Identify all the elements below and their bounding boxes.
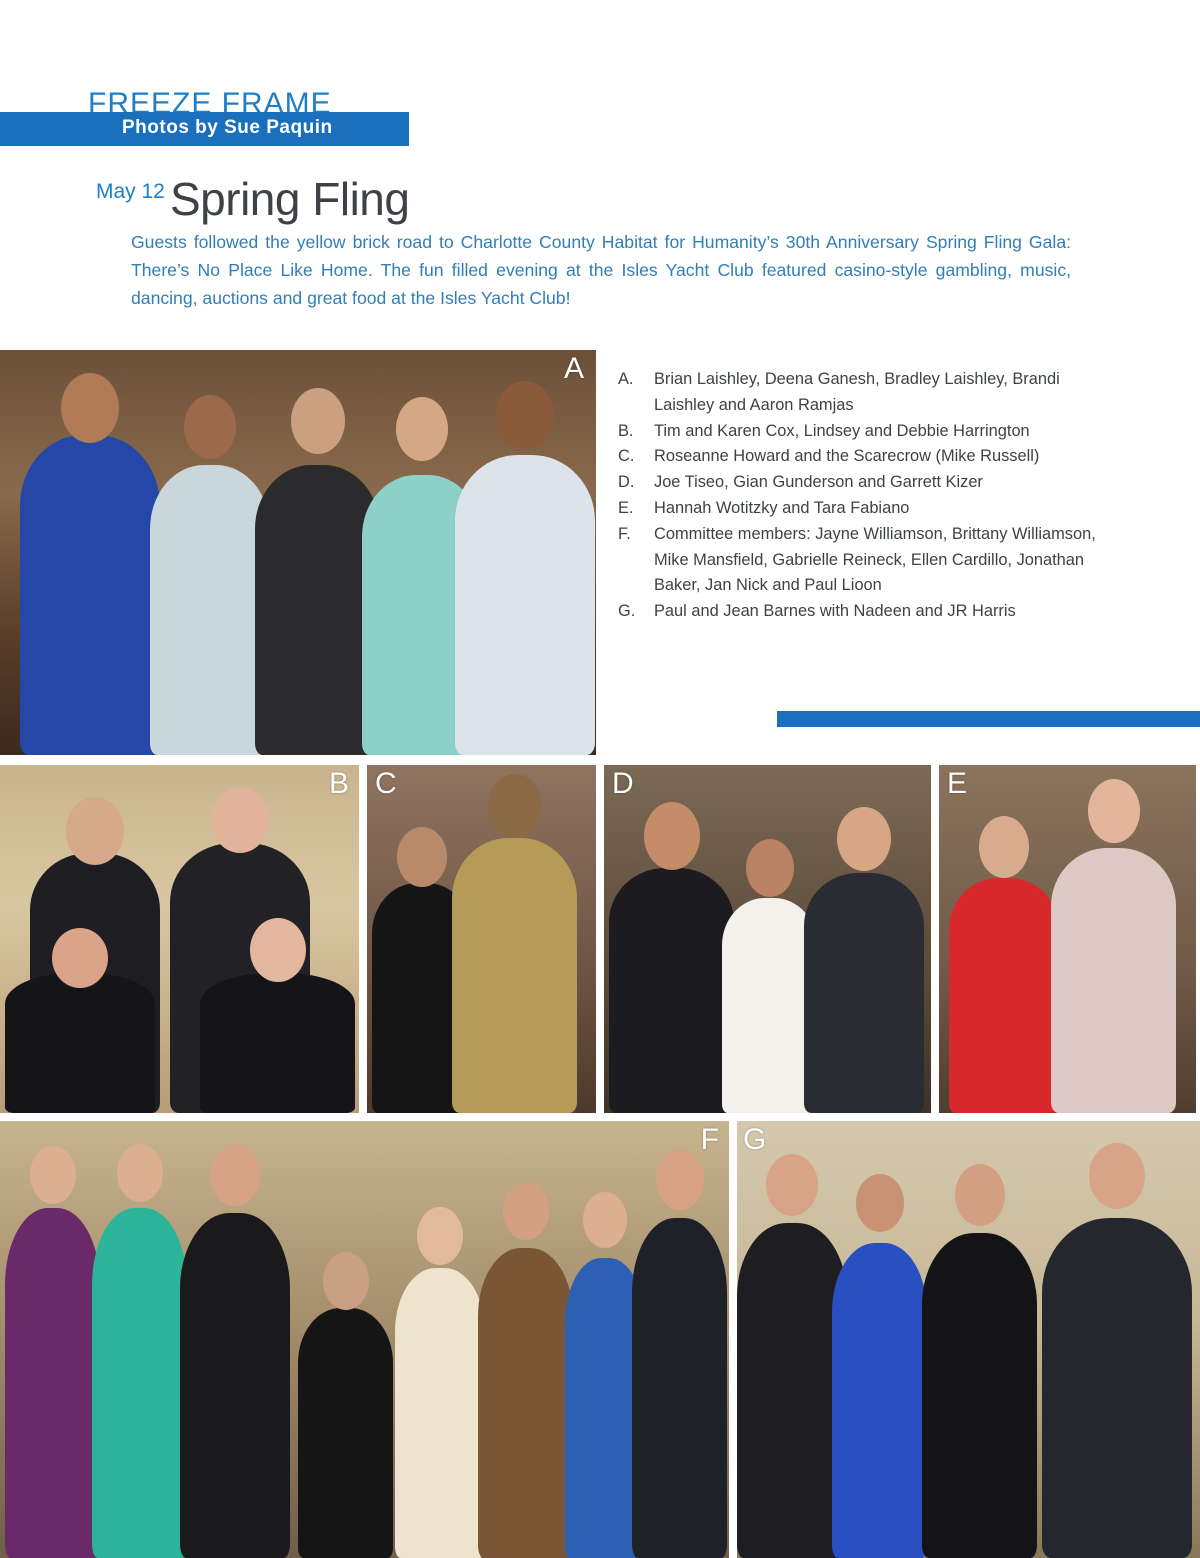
- photo-a: [0, 350, 596, 755]
- photo-c: [367, 765, 596, 1113]
- photo-g: [737, 1121, 1200, 1558]
- caption-text: Brian Laishley, Deena Ganesh, Bradley Laishley, Brandi Laishley and Aaron Ramjas: [654, 370, 1060, 414]
- photo-e: [939, 765, 1196, 1113]
- caption-item: [618, 599, 1108, 625]
- caption-text: Joe Tiseo, Gian Gunderson and Garrett Kizer: [654, 473, 983, 492]
- photo-letter: A: [563, 352, 584, 385]
- photo-b-person: [200, 918, 355, 1113]
- photo-a-person: [20, 365, 160, 755]
- caption-letter: F.: [618, 524, 631, 543]
- photo-e-person: [949, 808, 1059, 1113]
- photo-a-person: [150, 385, 270, 755]
- caption-text: Tim and Karen Cox, Lindsey and Debbie Harrington: [654, 421, 1030, 440]
- photo-d-person: [804, 803, 924, 1113]
- event-intro: Guests followed the yellow brick road to Charlotte County Habitat for Humanity’s 30th Anniversary Spring Fling Gala: There’s No Place Like Home. The fun filled evening at the Isles Yacht Club featured casino-style gambling, music, dancing, auctions and great food at the Isles Yacht Club!: [131, 232, 1071, 308]
- photo-f-person: [5, 1138, 100, 1558]
- photo-g-person: [832, 1168, 927, 1558]
- photo-b: [0, 765, 359, 1113]
- photo-e-person: [1051, 773, 1176, 1113]
- caption-text: Hannah Wotitzky and Tara Fabiano: [654, 498, 910, 517]
- caption-letter: C.: [618, 447, 635, 466]
- caption-list: [618, 367, 1108, 625]
- photo-f-person: [92, 1138, 187, 1558]
- photo-letter: F: [700, 1123, 719, 1156]
- photo-letter: G: [743, 1123, 767, 1156]
- photo-f: [0, 1121, 729, 1558]
- photo-g-person: [737, 1148, 847, 1558]
- caption-letter: G.: [618, 602, 636, 621]
- event-date: May 12: [96, 180, 165, 203]
- caption-text: Committee members: Jayne Williamson, Brittany Williamson, Mike Mansfield, Gabrielle Reineck, Ellen Cardillo, Jonathan Baker, Jan Nick and Paul Lioon: [654, 524, 1096, 595]
- photo-letter: C: [375, 767, 397, 800]
- photo-d: [604, 765, 931, 1113]
- caption-letter: E.: [618, 498, 634, 517]
- caption-letter: D.: [618, 473, 635, 492]
- photo-c-person: [452, 768, 577, 1113]
- event-title: Spring Fling: [170, 173, 410, 225]
- photo-letter: B: [328, 767, 349, 800]
- photo-d-person: [722, 833, 817, 1113]
- photo-f-person: [298, 1248, 393, 1558]
- photo-b-person: [5, 928, 155, 1113]
- photo-d-person: [609, 798, 734, 1113]
- photo-g-person: [922, 1158, 1037, 1558]
- photo-letter: E: [947, 767, 968, 800]
- caption-item: [618, 419, 1108, 445]
- section-title: FREEZE FRAME: [88, 87, 332, 112]
- caption-letter: A.: [618, 370, 634, 388]
- photo-f-person: [478, 1178, 573, 1558]
- photo-f-person: [395, 1203, 485, 1558]
- caption-item: [618, 367, 1108, 419]
- caption-item: [618, 522, 1108, 599]
- photo-a-person: [455, 375, 595, 755]
- caption-item: [618, 444, 1108, 470]
- photo-letter: D: [612, 767, 634, 800]
- photo-f-person: [180, 1138, 290, 1558]
- photo-credit: Photos by Sue Paquin: [122, 117, 333, 138]
- caption-text: Roseanne Howard and the Scarecrow (Mike Russell): [654, 447, 1040, 466]
- caption-item: [618, 496, 1108, 522]
- photo-f-person: [632, 1148, 727, 1558]
- caption-text: Paul and Jean Barnes with Nadeen and JR Harris: [654, 602, 1016, 621]
- caption-item: [618, 470, 1108, 496]
- photo-g-person: [1042, 1143, 1192, 1558]
- photo-credit-bar: [0, 112, 409, 146]
- caption-letter: B.: [618, 421, 634, 440]
- accent-bar: [777, 711, 1200, 727]
